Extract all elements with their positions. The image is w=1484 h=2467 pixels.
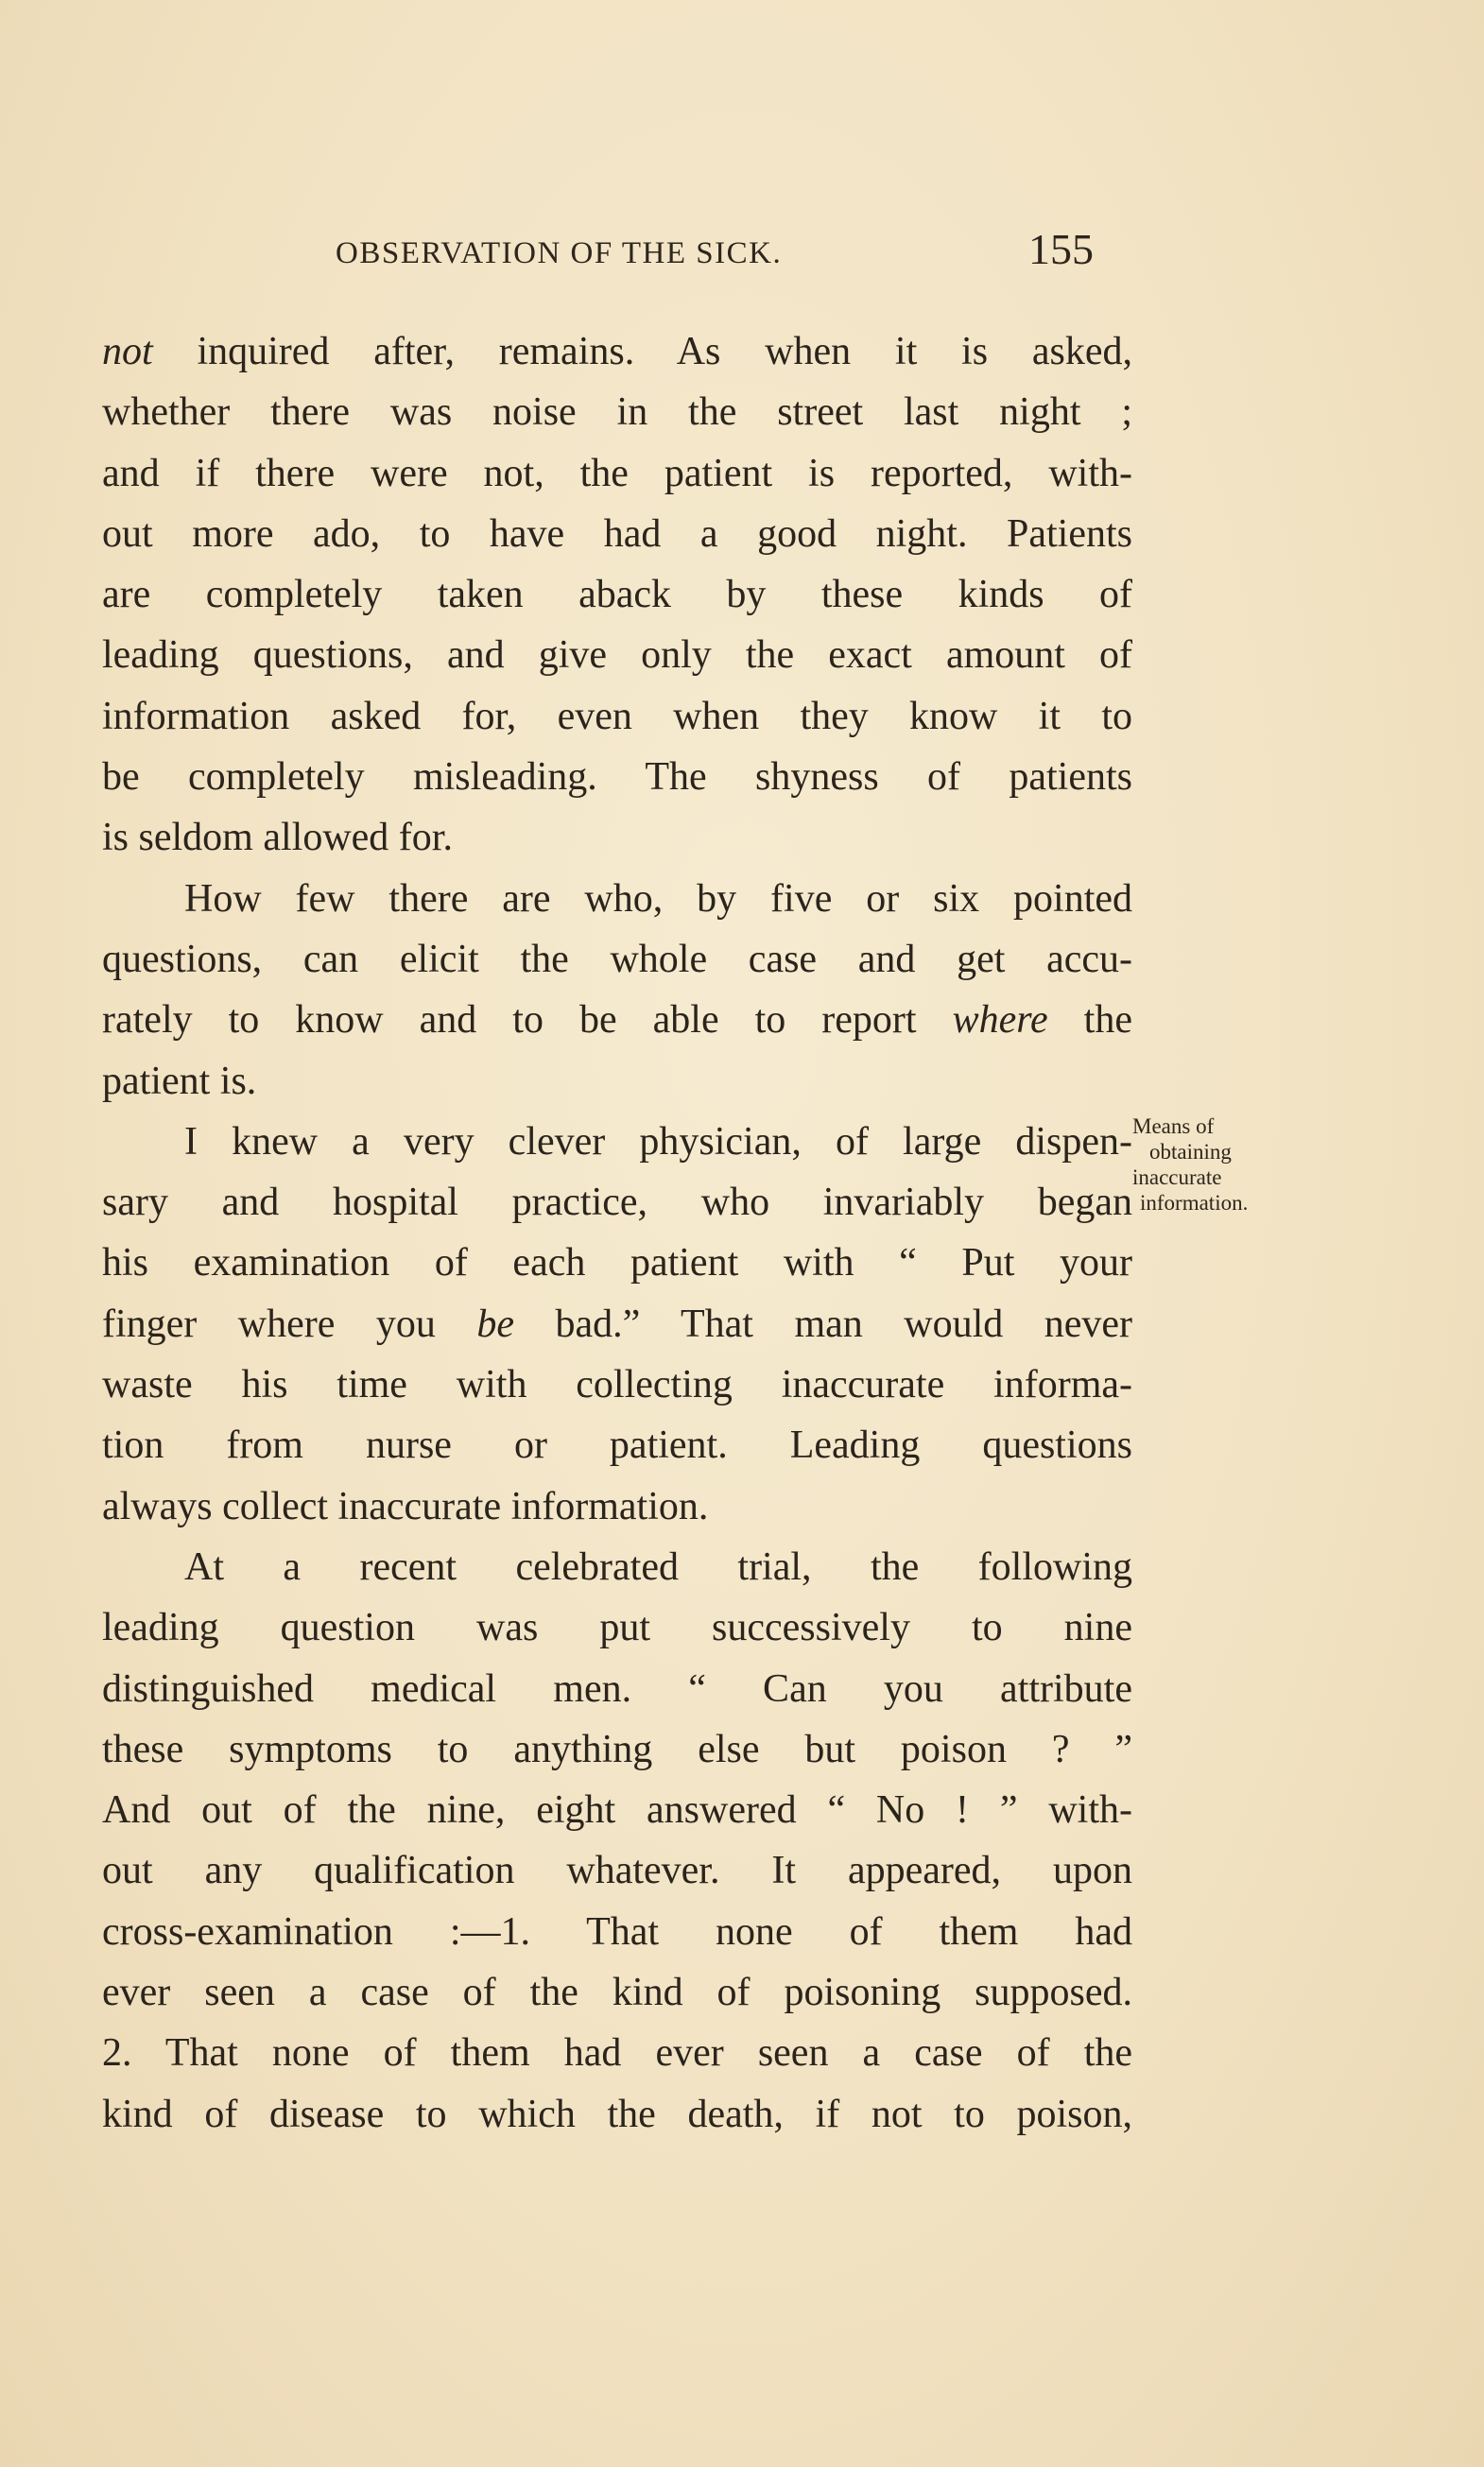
margin-note-line: information. [1140, 1191, 1249, 1215]
page-number: 155 [1028, 225, 1094, 273]
text-line: these symptoms to anything else but poison ? ” [102, 1727, 1132, 1771]
text-line: finger where you be bad.” That man would never [102, 1302, 1132, 1346]
text-line: And out of the nine, eight answered “ No ! ” with- [102, 1788, 1132, 1833]
margin-note [1132, 1113, 1303, 1216]
text-line: ever seen a case of the kind of poisoning supposed. [102, 1971, 1132, 2015]
text-line: is seldom allowed for. [102, 816, 453, 860]
text-line: I knew a very clever physician, of large dispen- [184, 1119, 1132, 1164]
text-line: 2. That none of them had ever seen a case of the [102, 2031, 1132, 2076]
text-line: whether there was noise in the street last night ; [102, 390, 1132, 435]
text-line: out more ado, to have had a good night. Patients [102, 511, 1132, 556]
text-line: tion from nurse or patient. Leading questions [102, 1423, 1132, 1468]
text-line: are completely taken aback by these kinds of [102, 573, 1132, 617]
text-line: patient is. [102, 1059, 257, 1103]
text-line: be completely misleading. The shyness of patients [102, 755, 1132, 800]
body-text [102, 321, 1132, 2145]
text-line: his examination of each patient with “ Put your [102, 1241, 1132, 1285]
text-line: leading question was put successively to nine [102, 1606, 1132, 1650]
text-line: not inquired after, remains. As when it is asked, [102, 330, 1132, 373]
text-line: rately to know and to be able to report where the [102, 998, 1132, 1043]
text-line: information asked for, even when they know it to [102, 694, 1132, 738]
text-line: kind of disease to which the death, if not to poison, [102, 2092, 1132, 2136]
margin-note-line: inaccurate [1132, 1165, 1222, 1189]
margin-note-line: obtaining [1149, 1140, 1232, 1164]
text-line: waste his time with collecting inaccurate informa- [102, 1363, 1132, 1407]
text-line: sary and hospital practice, who invariably began [102, 1181, 1132, 1225]
text-line: distinguished medical men. “ Can you attribute [102, 1666, 1132, 1711]
text-line: cross-examination :—1. That none of them had [102, 1909, 1132, 1954]
text-line: questions, can elicit the whole case and get accu- [102, 937, 1132, 981]
margin-note-line: Means of [1132, 1114, 1215, 1138]
text-line: out any qualification whatever. It appeared, upon [102, 1849, 1132, 1893]
running-head [0, 219, 1484, 276]
text-line: and if there were not, the patient is reported, with- [102, 451, 1132, 495]
running-title: OBSERVATION OF THE SICK. [336, 236, 783, 270]
text-line: leading questions, and give only the exact amount of [102, 633, 1132, 678]
text-line: always collect inaccurate information. [102, 1484, 709, 1528]
text-line: At a recent celebrated trial, the following [184, 1544, 1132, 1589]
text-line: How few there are who, by five or six pointed [184, 876, 1132, 921]
